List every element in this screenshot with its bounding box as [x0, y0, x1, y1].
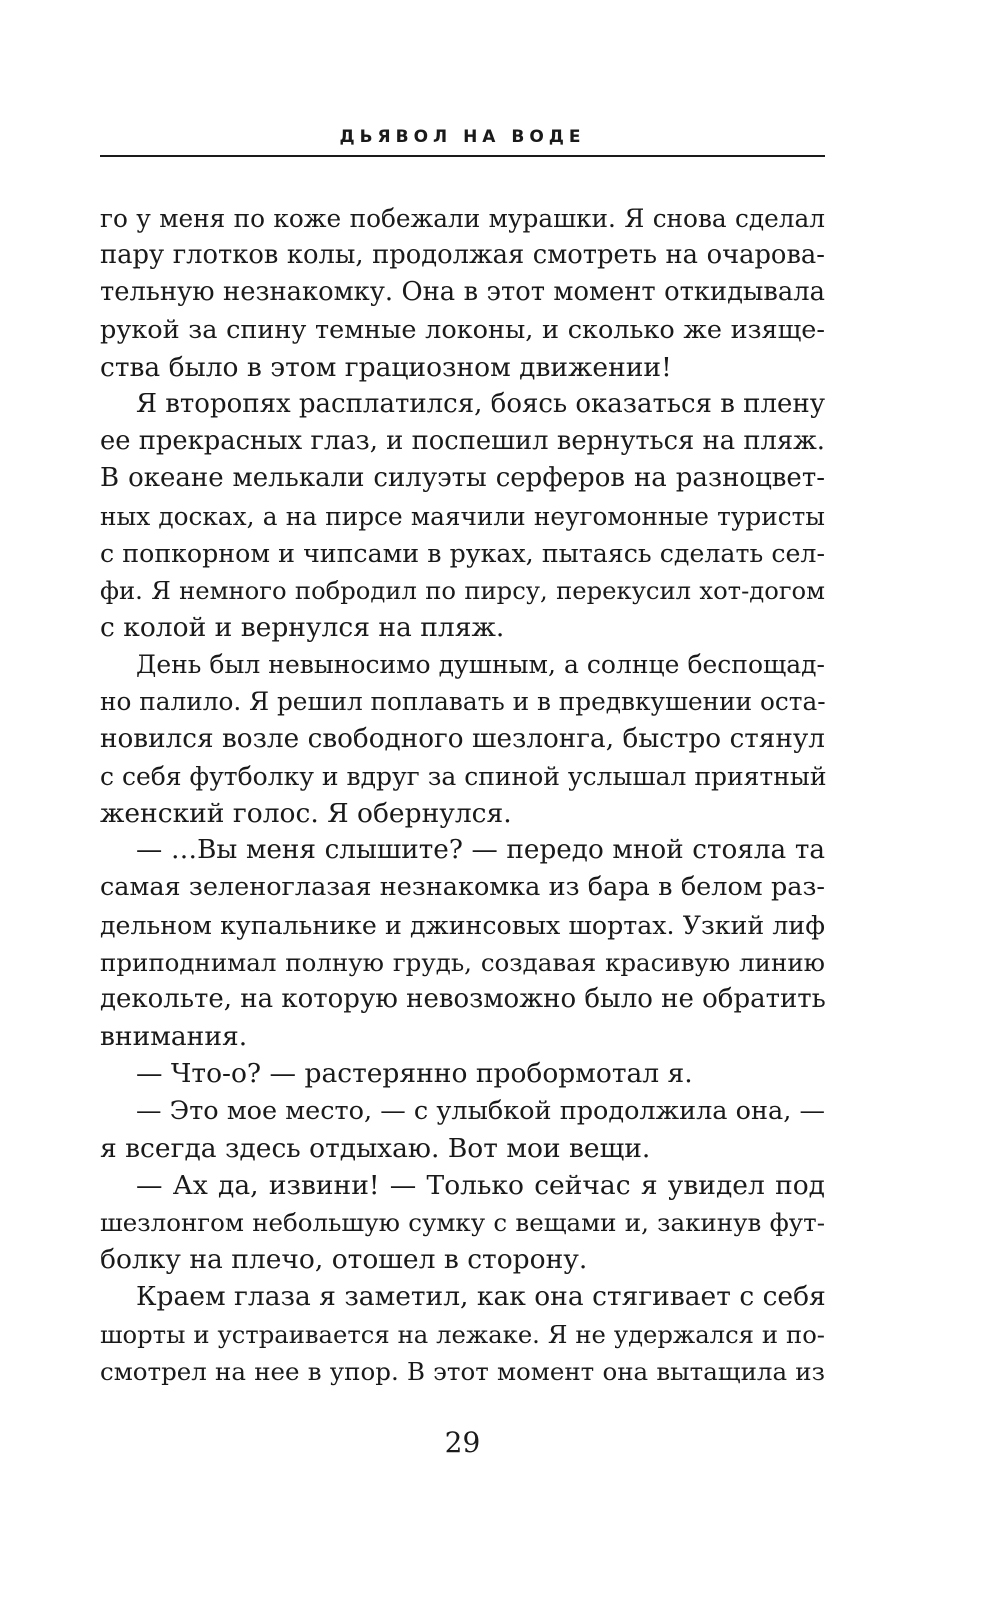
- text-line: внимания.: [100, 1021, 248, 1053]
- text-line: — …Вы меня слышите? — передо мной стояла та: [136, 835, 825, 866]
- text-line: но палило. Я решил поплавать и в предвкушении оста-: [100, 687, 826, 717]
- text-line: с себя футболку и вдруг за спиной услышал приятный: [100, 761, 827, 791]
- text-line: Я второпях расплатился, боясь оказаться в плену: [136, 388, 825, 419]
- text-line: с попкорном и чипсами в руках, пытаясь сделать сел-: [100, 538, 825, 568]
- text-line: ее прекрасных глаз, и поспешил вернуться на пляж.: [100, 426, 825, 457]
- text-line: — Это мое место, — с улыбкой продолжила она, —: [136, 1095, 825, 1126]
- text-line: женский голос. Я обернулся.: [100, 798, 512, 829]
- text-line: декольте, на которую невозможно было не обратить: [100, 983, 826, 1014]
- text-line: приподнимал полную грудь, создавая красивую линию: [100, 947, 825, 977]
- text-line: дельном купальнике и джинсовых шортах. Узкий лиф: [100, 910, 825, 940]
- text-line: фи. Я немного побродил по пирсу, перекусил хот-догом: [100, 575, 825, 605]
- text-line: ства было в этом грациозном движении!: [100, 351, 672, 383]
- page-number: 29: [444, 1426, 481, 1459]
- text-line: с колой и вернулся на пляж.: [100, 612, 505, 644]
- text-line: самая зеленоглазая незнакомка из бара в белом раз-: [100, 872, 825, 903]
- text-line: рукой за спину темные локоны, и сколько же изяще-: [100, 314, 825, 345]
- text-line: Краем глаза я заметил, как она стягивает с себя: [136, 1281, 826, 1313]
- text-line: ных досках, а на пирсе маячили неугомонные туристы: [100, 501, 825, 531]
- text-line: В океане мелькали силуэты серферов на разноцвет-: [100, 463, 825, 494]
- text-line: новился возле свободного шезлонга, быстро стянул: [100, 723, 825, 754]
- text-line: пару глотков колы, продолжая смотреть на очарова-: [100, 240, 825, 271]
- text-line: — Что-о? — растерянно пробормотал я.: [136, 1058, 693, 1090]
- body-text: [100, 200, 825, 1390]
- text-line: шезлонгом небольшую сумку с вещами и, закинув фут-: [100, 1208, 825, 1238]
- text-line: го у меня по коже побежали мурашки. Я снова сделал: [100, 204, 825, 233]
- text-line: тельную незнакомку. Она в этот момент откидывала: [100, 277, 825, 308]
- text-line: болку на плечо, отошел в сторону.: [100, 1244, 588, 1276]
- header-rule: [100, 155, 825, 157]
- text-line: я всегда здесь отдыхаю. Вот мои вещи.: [100, 1132, 651, 1164]
- text-line: шорты и устраивается на лежаке. Я не удержался и по-: [100, 1319, 825, 1349]
- text-line: — Ах да, извини! — Только сейчас я увидел под: [136, 1169, 825, 1201]
- text-line: День был невыносимо душным, а солнце беспощад-: [136, 650, 825, 680]
- running-head: ДЬЯВОЛ НА ВОДЕ: [339, 127, 586, 147]
- text-line: смотрел на нее в упор. В этот момент она вытащила из: [100, 1356, 825, 1386]
